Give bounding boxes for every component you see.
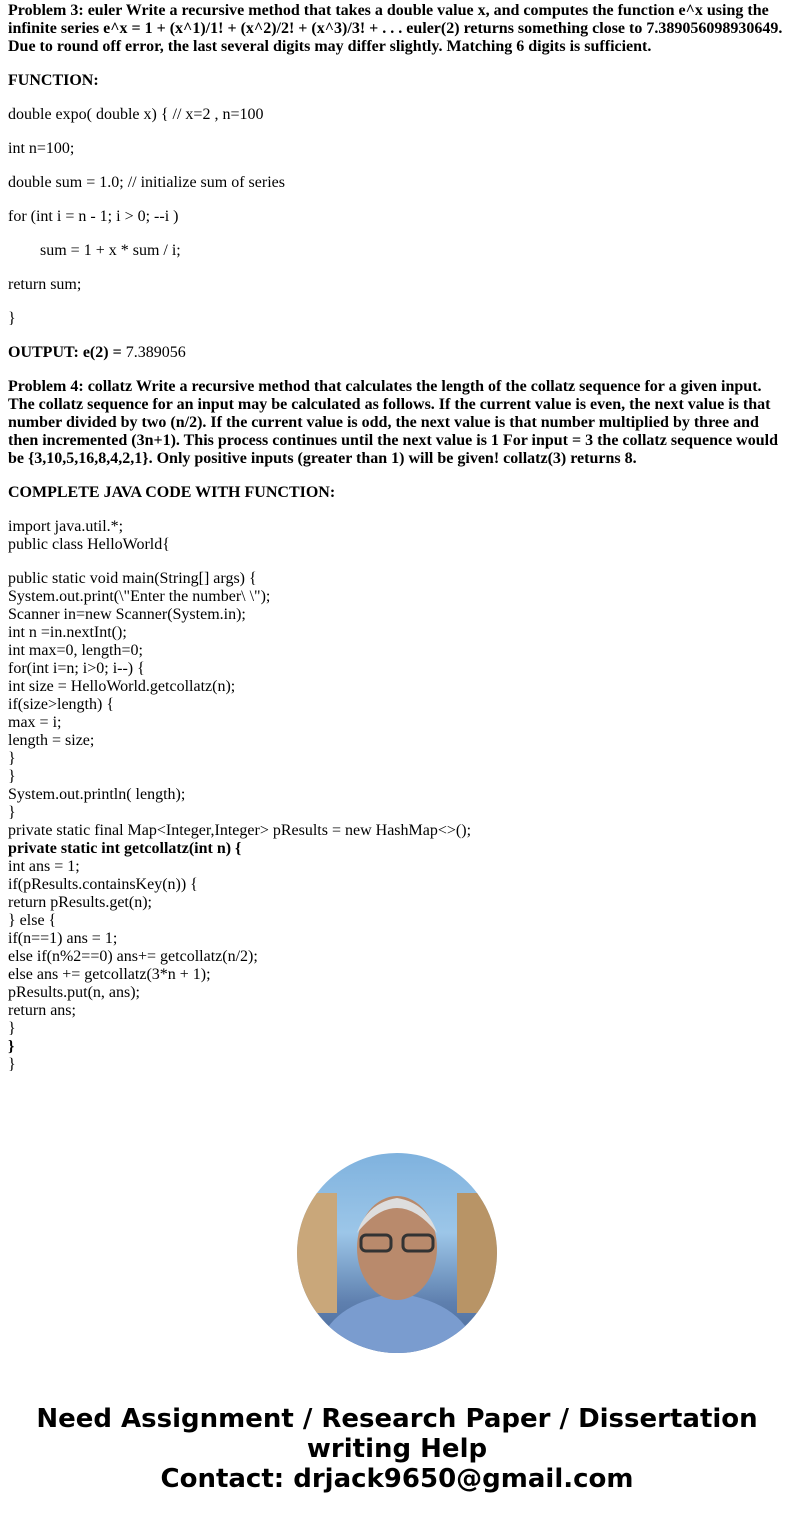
footer-line1: Need Assignment / Research Paper / Dissertation writing Help xyxy=(36,1404,758,1464)
code-line: } xyxy=(8,804,16,821)
code-label: COMPLETE JAVA CODE WITH FUNCTION: xyxy=(8,484,336,501)
code-line: sum = 1 + x * sum / i; xyxy=(40,242,181,259)
code-line: int n =in.nextInt(); xyxy=(8,624,127,641)
code-line: Scanner in=new Scanner(System.in); xyxy=(8,606,246,623)
code-line: double expo( double x) { // x=2 , n=100 xyxy=(8,106,264,123)
code-line: public static void main(String[] args) { xyxy=(8,570,257,587)
code-line: return sum; xyxy=(8,276,82,293)
code-line: private static final Map<Integer,Integer> pResults = new HashMap<>(); xyxy=(8,822,472,839)
code-line: for(int i=n; i>0; i--) { xyxy=(8,660,145,677)
output-value: 7.389056 xyxy=(121,344,186,361)
code-line: if(n==1) ans = 1; xyxy=(8,930,118,947)
code-line: return ans; xyxy=(8,1002,76,1019)
code-line: } else { xyxy=(8,912,57,929)
code-line: double sum = 1.0; // initialize sum of series xyxy=(8,174,285,191)
code-line: System.out.print(\"Enter the number\ \"); xyxy=(8,588,271,605)
code-line: } xyxy=(8,1056,16,1073)
code-line: } xyxy=(8,768,16,785)
code-line: else ans += getcollatz(3*n + 1); xyxy=(8,966,211,983)
code-line: int n=100; xyxy=(8,140,75,157)
code-line-bold: private static int getcollatz(int n) { xyxy=(8,840,242,857)
code-line: int ans = 1; xyxy=(8,858,80,875)
code-line: System.out.println( length); xyxy=(8,786,186,803)
function-label: FUNCTION: xyxy=(8,72,99,89)
code-block-main xyxy=(8,570,786,1074)
output-label: OUTPUT: e(2) = xyxy=(8,344,122,361)
code-line-bold: } xyxy=(8,1038,15,1055)
code-line: int max=0, length=0; xyxy=(8,642,143,659)
code-line: import java.util.*; xyxy=(8,518,124,535)
problem4-statement: Problem 4: collatz Write a recursive method that calculates the length of the collatz sequence for a given input. The collatz sequence for an input may be calculated as follows. If the current value is even, the next value is that number divided by two (n/2). If the current value is odd, the next value is that number multiplied by three and then incremented (3n+1). This process continues until the next value is 1 For input = 3 the collatz sequence would be {3,10,5,16,8,4,2,1}. Only positive inputs (greater than 1) will be given! collatz(3) returns 8. xyxy=(8,378,778,467)
footer-line2: Contact: drjack9650@gmail.com xyxy=(160,1464,634,1494)
code-line: if(size>length) { xyxy=(8,696,114,713)
code-line: int size = HelloWorld.getcollatz(n); xyxy=(8,678,236,695)
code-line: return pResults.get(n); xyxy=(8,894,152,911)
code-line: } xyxy=(8,310,16,327)
code-line: else if(n%2==0) ans+= getcollatz(n/2); xyxy=(8,948,258,965)
output-line xyxy=(8,344,786,362)
code-line: if(pResults.containsKey(n)) { xyxy=(8,876,198,893)
code-line: for (int i = n - 1; i > 0; --i ) xyxy=(8,208,179,225)
code-line: } xyxy=(8,750,16,767)
problem3-statement: Problem 3: euler Write a recursive method that takes a double value x, and computes the function e^x using the infinite series e^x = 1 + (x^1)/1! + (x^2)/2! + (x^3)/3! + . . . euler(2) returns something close to 7.389056098930649. Due to round off error, the last several digits may differ slightly. Matching 6 digits is sufficient. xyxy=(8,2,783,55)
footer-contact xyxy=(0,1404,794,1494)
code-line: pResults.put(n, ans); xyxy=(8,984,140,1001)
author-photo xyxy=(297,1153,497,1353)
code-line: public class HelloWorld{ xyxy=(8,536,170,553)
code-line: max = i; xyxy=(8,714,62,731)
code-line: length = size; xyxy=(8,732,95,749)
code-line: } xyxy=(8,1020,16,1037)
code-block-imports xyxy=(8,518,786,554)
